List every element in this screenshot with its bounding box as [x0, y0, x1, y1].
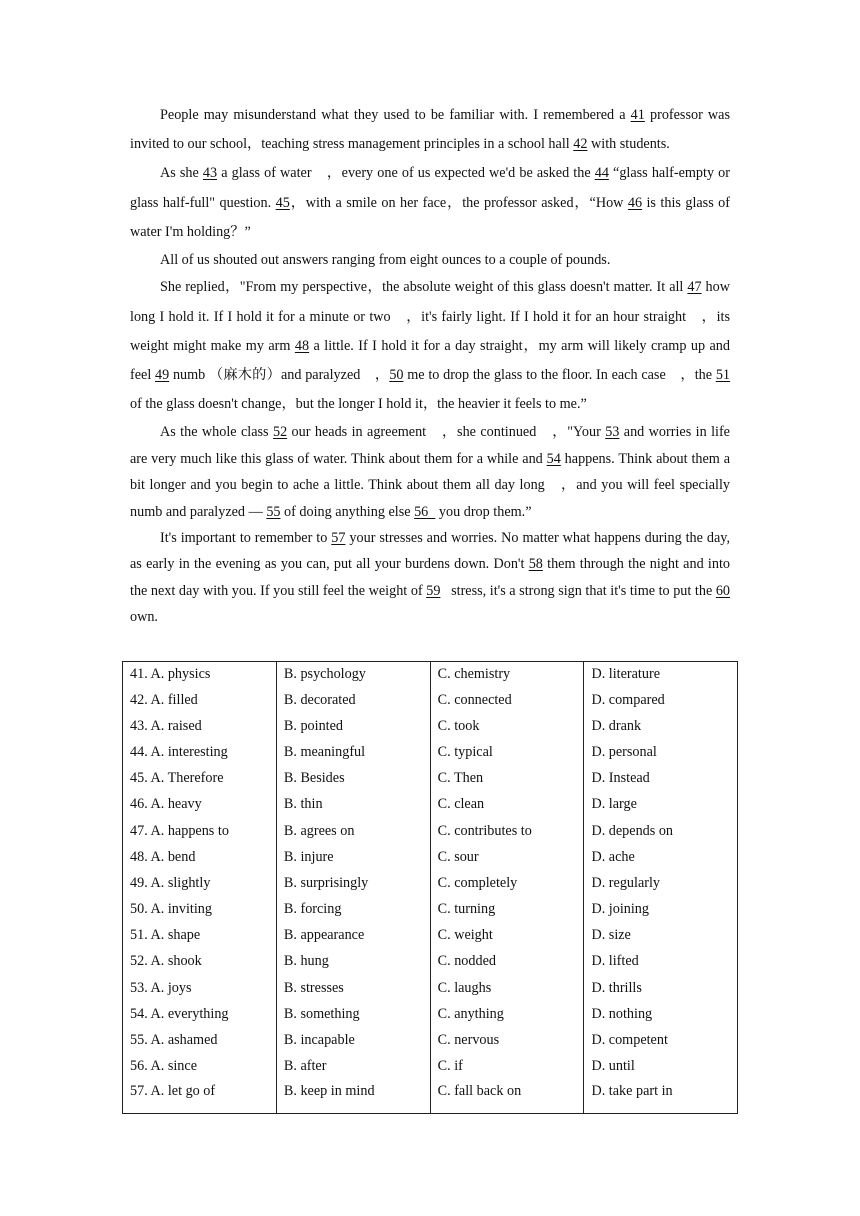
- option-cell: 50. A. inviting: [123, 897, 277, 923]
- option-cell: B. incapable: [276, 1027, 430, 1053]
- option-cell: D. until: [584, 1054, 738, 1080]
- passage-text: As she: [160, 165, 203, 182]
- option-row: [123, 975, 738, 1001]
- blank-number: 49: [155, 367, 170, 384]
- option-cell: 42. A. filled: [123, 687, 277, 713]
- option-row: [123, 897, 738, 923]
- option-cell: D. large: [584, 792, 738, 818]
- passage-text: As the whole class: [160, 424, 273, 441]
- passage-text: ，with a smile on her face，the professor asked，“How: [289, 194, 628, 211]
- option-cell: 41. A. physics: [123, 662, 277, 688]
- paragraph-4: [130, 273, 730, 419]
- passage-text: our heads in agreement ，she continued ，"Your: [287, 424, 606, 441]
- blank-number: 42: [573, 136, 588, 153]
- option-cell: C. completely: [430, 870, 584, 896]
- option-cell: 45. A. Therefore: [123, 766, 277, 792]
- blank-number: 43: [202, 165, 218, 182]
- option-cell: C. nodded: [430, 949, 584, 975]
- option-cell: B. psychology: [276, 662, 430, 688]
- option-row: [123, 766, 738, 792]
- option-cell: C. if: [430, 1054, 584, 1080]
- option-row: [123, 713, 738, 739]
- passage-text: It's important to remember to: [160, 530, 332, 547]
- option-row: [123, 870, 738, 896]
- blank-number: 57: [331, 530, 346, 547]
- blank-number: 52: [272, 424, 288, 441]
- option-cell: D. compared: [584, 687, 738, 713]
- option-cell: 48. A. bend: [123, 844, 277, 870]
- passage-text: is this glass of water I'm holding？”: [130, 194, 730, 240]
- option-cell: B. something: [276, 1001, 430, 1027]
- option-cell: D. drank: [584, 713, 738, 739]
- option-cell: D. size: [584, 923, 738, 949]
- option-row: [123, 1027, 738, 1053]
- option-cell: 56. A. since: [123, 1054, 277, 1080]
- option-cell: B. stresses: [276, 975, 430, 1001]
- passage-text: and worries in life are very much like this glass of water. Think about them for a while and: [130, 424, 730, 467]
- option-cell: 54. A. everything: [123, 1001, 277, 1027]
- paragraph-5: [130, 419, 730, 525]
- passage-text: own.: [130, 609, 158, 626]
- blank-number: 50: [389, 367, 404, 384]
- option-cell: C. nervous: [430, 1027, 584, 1053]
- option-cell: D. thrills: [584, 975, 738, 1001]
- option-cell: 43. A. raised: [123, 713, 277, 739]
- blank-number: 59: [426, 582, 441, 599]
- option-cell: D. ache: [584, 844, 738, 870]
- option-cell: C. laughs: [430, 975, 584, 1001]
- option-cell: B. agrees on: [276, 818, 430, 844]
- option-cell: D. competent: [584, 1027, 738, 1053]
- passage-text: how long I hold it. If I hold it for a minute or two ，it's fairly light. If I hold it for an hour straight ，its weight might make my arm: [130, 279, 730, 354]
- option-cell: D. regularly: [584, 870, 738, 896]
- option-cell: B. surprisingly: [276, 870, 430, 896]
- option-cell: C. took: [430, 713, 584, 739]
- blank-number: 47: [687, 279, 702, 296]
- option-cell: C. fall back on: [430, 1080, 584, 1114]
- blank-number: 53: [605, 424, 620, 441]
- option-cell: D. literature: [584, 662, 738, 688]
- option-cell: D. take part in: [584, 1080, 738, 1114]
- blank-number: 60: [715, 582, 731, 599]
- option-cell: B. after: [276, 1054, 430, 1080]
- passage-text: them through the night and into the next day with you. If you still feel the weight of: [130, 556, 730, 599]
- option-cell: D. nothing: [584, 1001, 738, 1027]
- passage-text: She replied，"From my perspective，the absolute weight of this glass doesn't matter. It all: [160, 279, 688, 296]
- blank-number: 51: [715, 367, 730, 384]
- option-cell: B. meaningful: [276, 739, 430, 765]
- blank-number: 55: [266, 503, 281, 520]
- passage-text: of doing anything else: [280, 503, 415, 520]
- passage-text: professor was invited to our school，teaching stress management principles in a school hall: [130, 107, 731, 153]
- option-row: [123, 1080, 738, 1114]
- option-cell: 47. A. happens to: [123, 818, 277, 844]
- blank-number: 58: [528, 556, 543, 573]
- option-cell: 46. A. heavy: [123, 792, 277, 818]
- passage-text: numb （麻木的）and paralyzed ，: [169, 367, 390, 384]
- option-cell: D. joining: [584, 897, 738, 923]
- passage-text: with students.: [587, 136, 670, 153]
- option-cell: C. turning: [430, 897, 584, 923]
- option-row: [123, 662, 738, 688]
- passage-text: All of us shouted out answers ranging from eight ounces to a couple of pounds.: [160, 252, 611, 269]
- option-cell: 49. A. slightly: [123, 870, 277, 896]
- paragraph-3: [130, 247, 730, 273]
- option-cell: C. sour: [430, 844, 584, 870]
- blank-number: 41: [630, 107, 645, 123]
- paragraph-2: [130, 159, 730, 247]
- option-cell: B. hung: [276, 949, 430, 975]
- option-cell: C. contributes to: [430, 818, 584, 844]
- option-cell: B. forcing: [276, 897, 430, 923]
- passage-text: a little. If I hold it for a day straight，my arm will likely cramp up and feel: [130, 337, 730, 384]
- option-row: [123, 792, 738, 818]
- option-cell: C. anything: [430, 1001, 584, 1027]
- blank-number: 45: [275, 194, 290, 211]
- option-cell: D. personal: [584, 739, 738, 765]
- option-cell: 52. A. shook: [123, 949, 277, 975]
- option-cell: B. pointed: [276, 713, 430, 739]
- option-cell: C. Then: [430, 766, 584, 792]
- option-cell: B. keep in mind: [276, 1080, 430, 1114]
- option-cell: 55. A. ashamed: [123, 1027, 277, 1053]
- passage-text: you drop them.”: [435, 503, 532, 520]
- option-cell: D. depends on: [584, 818, 738, 844]
- passage-text: your stresses and worries. No matter what happens during the day, as early in the evening as you can, put all your burdens down. Don't: [130, 530, 731, 573]
- passage-text: of the glass doesn't change，but the longer I hold it，the heavier it feels to me.”: [130, 396, 587, 413]
- option-cell: C. chemistry: [430, 662, 584, 688]
- option-cell: D. lifted: [584, 949, 738, 975]
- paragraph-1: [130, 101, 730, 159]
- blank-number: 46: [627, 194, 643, 211]
- option-cell: B. thin: [276, 792, 430, 818]
- option-cell: C. clean: [430, 792, 584, 818]
- option-cell: C. typical: [430, 739, 584, 765]
- option-row: [123, 1054, 738, 1080]
- option-cell: 51. A. shape: [123, 923, 277, 949]
- option-cell: 44. A. interesting: [123, 739, 277, 765]
- option-cell: C. weight: [430, 923, 584, 949]
- option-row: [123, 687, 738, 713]
- option-cell: C. connected: [430, 687, 584, 713]
- passage-text: a glass of water ，every one of us expected we'd be asked the: [217, 165, 595, 182]
- option-row: [123, 1001, 738, 1027]
- option-cell: 53. A. joys: [123, 975, 277, 1001]
- option-cell: 57. A. let go of: [123, 1080, 277, 1114]
- passage-text: People may misunderstand what they used to be familiar with. I remembered a: [160, 107, 631, 123]
- option-cell: B. appearance: [276, 923, 430, 949]
- passage-text: happens. Think about them a bit longer and you begin to ache a little. Think about them all day long ，and you will feel specially numb and paralyzed —: [130, 450, 730, 520]
- passage-text: stress, it's a strong sign that it's time to put the: [440, 582, 716, 599]
- passage-text: me to drop the glass to the floor. In each case ，the: [403, 367, 716, 384]
- option-row: [123, 844, 738, 870]
- paragraph-6: [130, 525, 730, 631]
- blank-number: 48: [294, 337, 310, 354]
- passage-text: “glass half-empty or glass half-full" question.: [130, 165, 730, 211]
- blank-number: 44: [594, 165, 609, 182]
- option-cell: B. injure: [276, 844, 430, 870]
- option-row: [123, 739, 738, 765]
- option-cell: D. Instead: [584, 766, 738, 792]
- blank-number: 56: [414, 503, 436, 520]
- option-cell: B. Besides: [276, 766, 430, 792]
- option-row: [123, 923, 738, 949]
- options-table: [122, 661, 738, 1114]
- option-row: [123, 949, 738, 975]
- blank-number: 54: [546, 450, 561, 467]
- option-row: [123, 818, 738, 844]
- cloze-passage: [130, 101, 730, 631]
- option-cell: B. decorated: [276, 687, 430, 713]
